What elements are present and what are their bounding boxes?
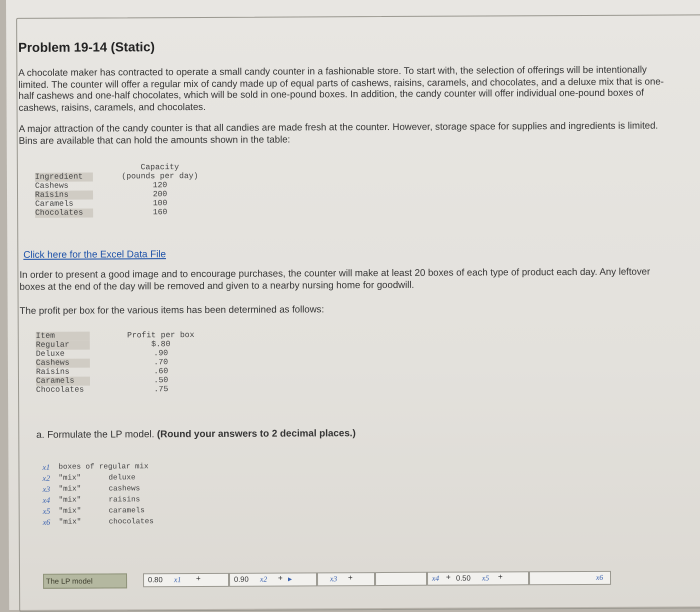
goodwill-paragraph: In order to present a good image and to encourage purchases, the counter will make at least 20 boxes of each type of product each day. Any leftover boxes at the end of the day will be removed and given to a nearby nursing home for goodwill.: [19, 266, 651, 293]
table-row-value: .90: [153, 349, 169, 359]
table-row-value: 100: [152, 199, 168, 209]
text-cursor-icon: ▸: [288, 574, 293, 584]
variable-symbol: x3: [42, 484, 51, 494]
table-row-label: Cashews: [36, 359, 90, 368]
question-prefix: a.: [36, 429, 45, 441]
table-row-value: 120: [152, 181, 168, 191]
variable-description: raisins: [108, 495, 141, 504]
table-row-label: Raisins: [35, 367, 70, 377]
variable-x6: x6: [596, 572, 604, 582]
table-row-label: Caramels: [35, 199, 74, 209]
variable-description: boxes of regular mix: [58, 462, 149, 472]
variable-symbol: x5: [42, 506, 51, 516]
table-row-value: .50: [153, 376, 169, 386]
variable-mix: "mix": [58, 474, 82, 483]
table-row-label: Caramels: [36, 377, 90, 386]
question-text: Formulate the LP model.: [47, 429, 155, 441]
variable-x2: x2: [260, 574, 268, 584]
definition-row: [43, 516, 154, 528]
variable-description: chocolates: [108, 517, 154, 526]
variable-symbol: x4: [42, 495, 51, 505]
plus-sign: +: [196, 573, 201, 584]
variable-description: deluxe: [108, 473, 136, 482]
variable-symbol: x2: [42, 473, 51, 483]
objective-input-5[interactable]: [427, 571, 529, 586]
table-row-label: Regular: [36, 341, 90, 350]
table-row-value: $.80: [151, 340, 171, 350]
table-row-value: 200: [152, 190, 168, 200]
table-row-label: Cashews: [34, 181, 69, 191]
definition-row: [43, 505, 154, 517]
ingredient-header: Ingredient: [35, 173, 93, 182]
excel-data-link[interactable]: Click here for the Excel Data File: [23, 249, 167, 261]
capacity-table: [35, 163, 205, 218]
item-header: Item: [36, 332, 90, 341]
profit-header: Profit per box: [127, 331, 195, 341]
variable-x4: x4: [432, 573, 440, 583]
variable-symbol: x6: [42, 517, 51, 527]
variable-x5: x5: [482, 573, 490, 583]
definition-row: [43, 483, 154, 495]
plus-sign: +: [278, 573, 283, 583]
capacity-header: Capacity: [140, 163, 180, 173]
variable-mix: "mix": [58, 507, 82, 516]
question-a: [36, 428, 356, 441]
table-row-value: .60: [153, 367, 169, 377]
storage-paragraph: A major attraction of the candy counter is that all candies are made fresh at the counter. However, storage space for supplies and ingredients is limited. Bins are available that can hold the amounts shown in the table:: [18, 120, 659, 147]
variable-x3: x3: [330, 574, 338, 584]
question-instruction: (Round your answers to 2 decimal places.): [156, 428, 356, 441]
table-row-label: Chocolates: [35, 209, 93, 218]
table-row-value: .70: [153, 358, 169, 368]
variable-description: caramels: [108, 506, 145, 515]
table-row-label: Deluxe: [35, 349, 65, 359]
variable-mix: "mix": [58, 496, 82, 505]
profit-table: [36, 331, 206, 395]
problem-page: [6, 0, 700, 610]
variable-definitions: [42, 461, 153, 528]
page-title: Problem 19-14 (Static): [18, 39, 155, 55]
table-row-label: Chocolates: [36, 385, 85, 395]
intro-paragraph: A chocolate maker has contracted to operate a small candy counter in a fashionable store. To start with, the selection of offerings will be intentionally limited. The counter will offer a regular mix of candy made up of equal parts of cashews, raisins, caramels, and chocolates, and a deluxe mix that is one-half cashews and one-half chocolates, which will be sold in one-pound boxes. In addition, the candy counter will offer individual one-pound boxes of cashews, raisins, caramels, and chocolates.: [18, 64, 664, 114]
objective-input-4[interactable]: [375, 572, 427, 586]
objective-input-6[interactable]: [529, 571, 611, 585]
definition-row: [42, 472, 153, 484]
definition-row: [43, 494, 154, 506]
coefficient-x2: 0.90: [234, 574, 249, 584]
profit-intro-paragraph: The profit per box for the various items has been determined as follows:: [19, 304, 325, 317]
plus-sign: +: [498, 572, 503, 582]
variable-x1: x1: [174, 575, 182, 585]
table-row-value: .75: [153, 385, 169, 395]
variable-symbol: x1: [42, 462, 51, 472]
variable-mix: "mix": [58, 485, 82, 494]
objective-input-3[interactable]: [317, 572, 375, 586]
capacity-unit-header: (pounds per day): [121, 171, 199, 182]
table-row-value: 160: [152, 208, 168, 218]
variable-mix: "mix": [58, 518, 82, 527]
lp-model-label: The LP model: [43, 573, 127, 588]
objective-input-1[interactable]: [143, 573, 229, 587]
plus-sign: +: [446, 572, 451, 582]
table-row-label: Raisins: [35, 191, 93, 200]
objective-input-2[interactable]: [229, 572, 317, 586]
definition-row: [42, 461, 153, 473]
plus-sign: +: [348, 573, 353, 583]
coefficient-x1: 0.80: [148, 575, 163, 585]
variable-description: cashews: [108, 484, 141, 493]
coefficient-x5: 0.50: [456, 573, 471, 583]
